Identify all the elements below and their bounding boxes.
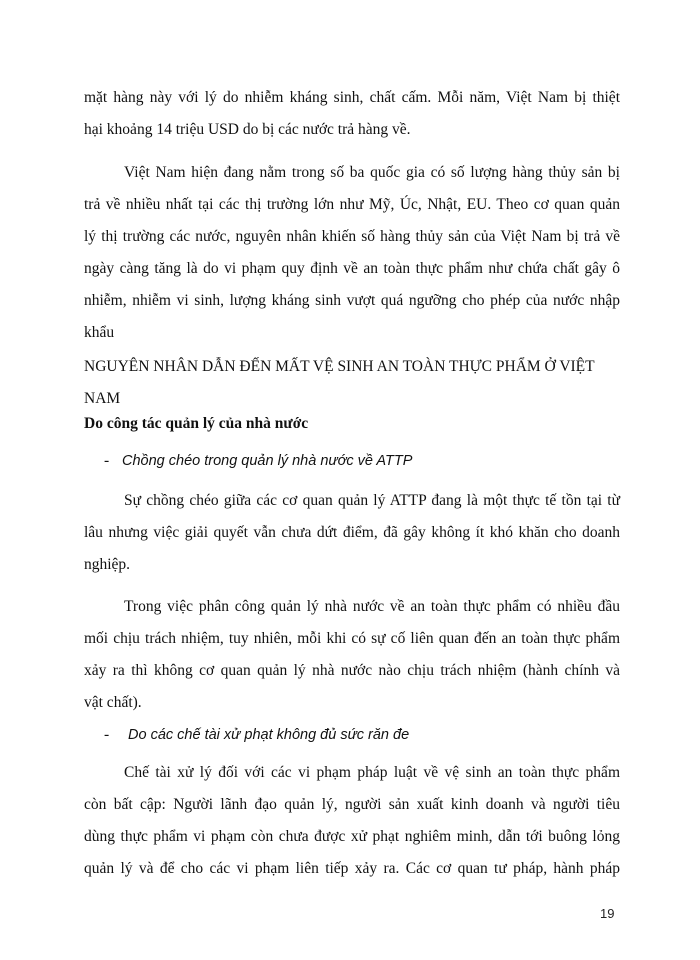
paragraph-line: khẩu — [84, 324, 115, 341]
bullet-dash: - — [104, 452, 110, 469]
paragraph-line: mặt hàng này với lý do nhiễm kháng sinh, chất cấm. Mỗi năm, Việt Nam bị thiệt — [84, 89, 620, 106]
section-heading: NAM — [84, 390, 121, 407]
bullet-dash: - — [104, 726, 110, 743]
paragraph-line: dùng thực phẩm vi phạm còn chưa được xử phạt nghiêm minh, dẫn tới buông lỏng — [84, 828, 620, 845]
paragraph-line: mối chịu trách nhiệm, tuy nhiên, mỗi khi có sự cố liên quan đến an toàn thực phẩm — [84, 630, 620, 647]
sub-heading: Do công tác quản lý của nhà nước — [84, 415, 309, 432]
paragraph-line: nghiệp. — [84, 556, 131, 573]
section-heading: NGUYÊN NHÂN DẪN ĐẾN MẤT VỆ SINH AN TOÀN THỰC PHẨM Ở VIỆT — [84, 358, 595, 375]
paragraph-line: ngày càng tăng là do vi phạm quy định về an toàn thực phẩm như chứa chất gây ô — [84, 260, 620, 277]
paragraph-line: còn bất cập: Người lãnh đạo quản lý, người sản xuất kinh doanh và người tiêu — [84, 796, 620, 813]
bullet-text: Chồng chéo trong quản lý nhà nước về ATTP — [122, 453, 413, 469]
bullet-text: Do các chế tài xử phạt không đủ sức răn đe — [128, 727, 410, 743]
paragraph-line: Việt Nam hiện đang nằm trong số ba quốc gia có số lượng hàng thủy sản bị — [124, 164, 620, 181]
paragraph-line: lý thị trường các nước, nguyên nhân khiến số hàng thủy sản của Việt Nam bị trả về — [84, 228, 620, 245]
paragraph-line: trả về nhiều nhất tại các thị trường lớn như Mỹ, Úc, Nhật, EU. Theo cơ quan quản — [84, 196, 620, 213]
paragraph-line: xảy ra thì không cơ quan quản lý nhà nước nào chịu trách nhiệm (hành chính và — [84, 662, 620, 679]
paragraph-line: Chế tài xử lý đối với các vi phạm pháp luật về vệ sinh an toàn thực phẩm — [124, 764, 620, 781]
paragraph-line: vật chất). — [84, 694, 142, 711]
paragraph-line: Trong việc phân công quản lý nhà nước về an toàn thực phẩm có nhiều đầu — [124, 598, 620, 615]
paragraph-line: lâu nhưng việc giải quyết vẫn chưa dứt điểm, đã gây không ít khó khăn cho doanh — [84, 524, 620, 541]
page-number: 19 — [600, 906, 615, 921]
paragraph-line: Sự chồng chéo giữa các cơ quan quản lý ATTP đang là một thực tế tồn tại từ — [124, 492, 620, 509]
paragraph-line: quản lý và để cho các vi phạm liên tiếp xảy ra. Các cơ quan tư pháp, hành pháp — [84, 860, 620, 877]
paragraph-line: nhiễm, nhiễm vi sinh, lượng kháng sinh vượt quá ngưỡng cho phép của nước nhập — [84, 292, 620, 309]
paragraph-line: hại khoảng 14 triệu USD do bị các nước trả hàng về. — [84, 121, 411, 138]
